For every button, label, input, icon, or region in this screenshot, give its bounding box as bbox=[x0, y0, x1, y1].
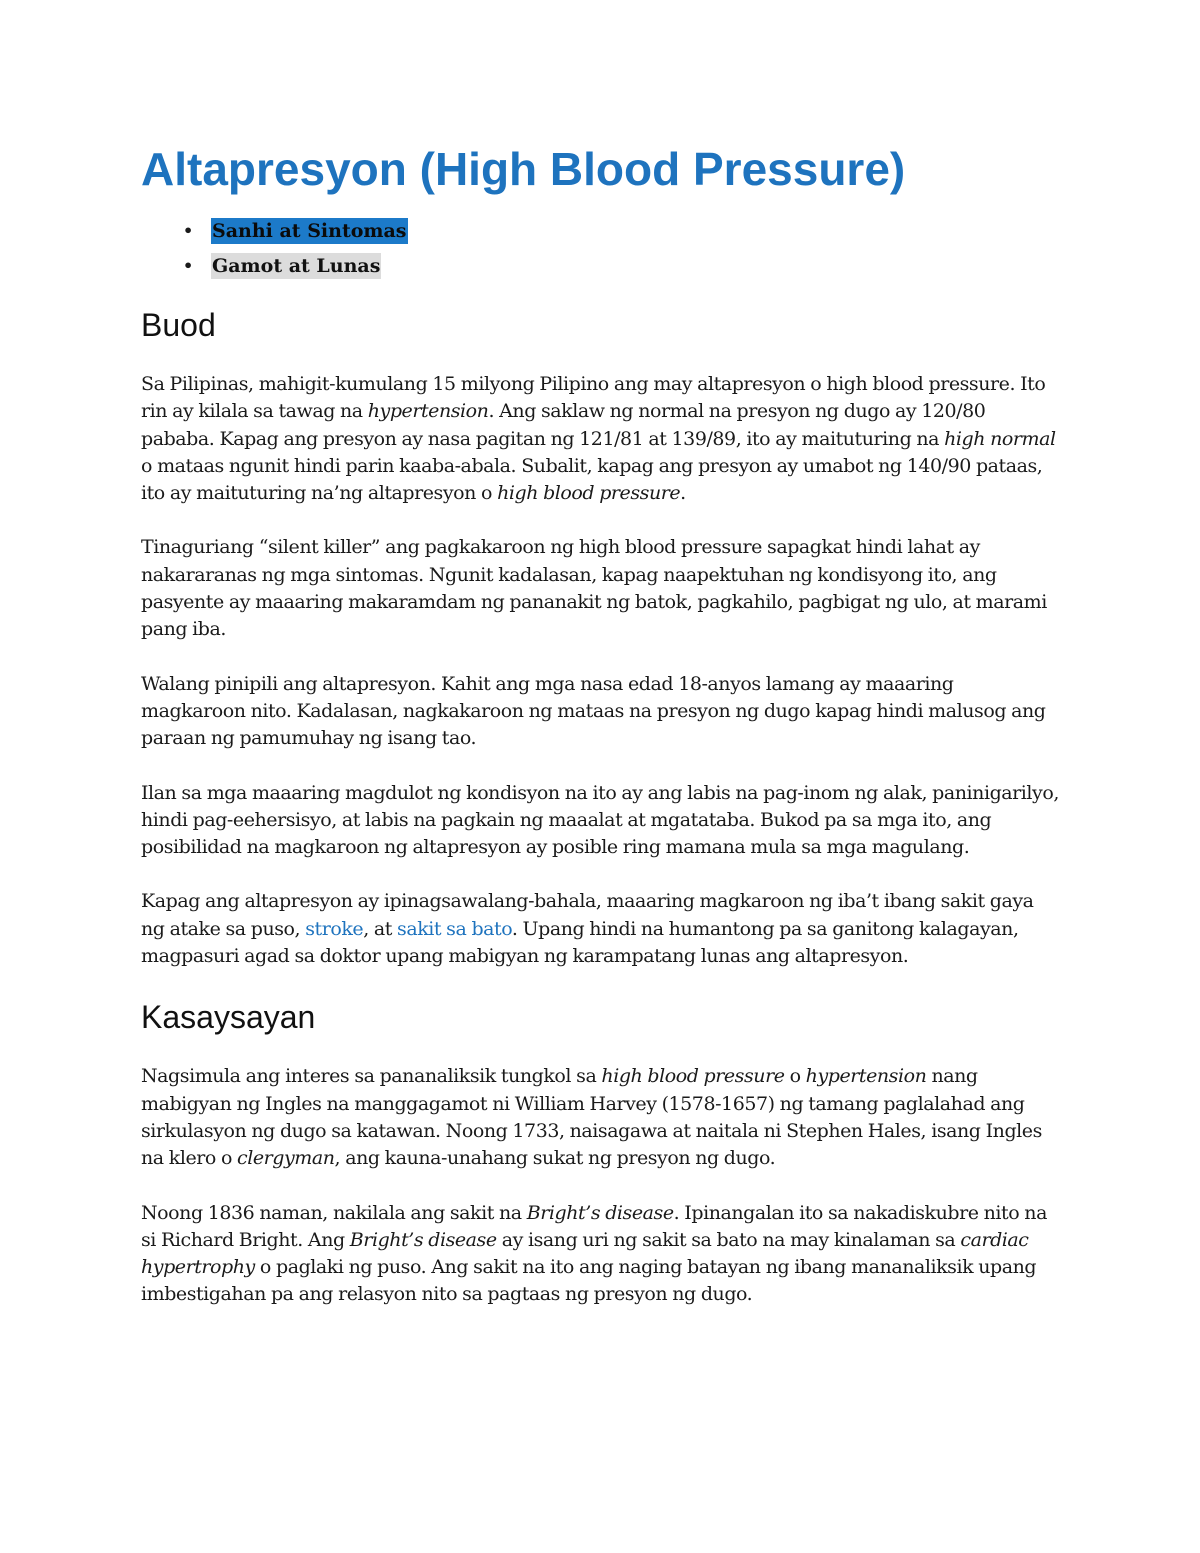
toc-link-gamot-at-lunas[interactable]: Gamot at Lunas bbox=[212, 255, 381, 277]
document-page bbox=[141, 138, 1061, 1336]
text-span: . Ipinangalan ito sa nakadiskubre nito na si Richard Bright. Ang bbox=[141, 1201, 1047, 1251]
toc-link-sanhi-at-sintomas[interactable]: Sanhi at Sintomas bbox=[212, 220, 407, 242]
paragraph-buod-1 bbox=[141, 371, 1061, 507]
paragraph-buod-3: Walang pinipili ang altapresyon. Kahit ang mga nasa edad 18-anyos lamang ay maaaring magkaroon nito. Kadalasan, nagkakaroon ng mataas na presyon ng dugo kapag hindi malusog ang paraan ng pamumuhay ng isang tao. bbox=[141, 672, 1046, 750]
italic-term: hypertension bbox=[367, 400, 489, 423]
text-span: o paglaki ng puso. Ang sakit na ito ang naging batayan ng ibang mananaliksik upang imbestigahan pa ang relasyon nito sa pagtaas ng presyon ng dugo. bbox=[141, 1256, 1037, 1306]
bullet-icon: • bbox=[183, 221, 194, 240]
text-span: Sa Pilipinas, mahigit-kumulang 15 milyong Pilipino ang may altapresyon o high blood pressure. Ito rin ay kilala sa tawag na bbox=[141, 373, 1046, 423]
italic-term: Bright’s disease bbox=[349, 1228, 497, 1251]
italic-term: high blood pressure bbox=[497, 482, 681, 505]
text-span: Noong 1836 naman, nakilala ang sakit na bbox=[141, 1201, 527, 1224]
paragraph-kasaysayan-1 bbox=[141, 1063, 1061, 1172]
table-of-contents bbox=[141, 213, 1061, 283]
text-span: ay isang uri ng sakit sa bato na may kinalaman sa bbox=[496, 1228, 961, 1251]
paragraph-buod-2: Tinaguriang “silent killer” ang pagkakaroon ng high blood pressure sapagkat hindi lahat ay nakararanas ng mga sintomas. Ngunit kadalasan, kapag naapektuhan ng kondisyong ito, ang pasyente ay maaaring makaramdam ng pananakit ng batok, pagkahilo, pagbigat ng ulo, at marami pang iba. bbox=[141, 536, 1047, 641]
italic-term: hypertension bbox=[805, 1065, 927, 1088]
italic-term: high blood pressure bbox=[601, 1065, 785, 1088]
text-span: . Upang hindi na humantong pa sa ganitong kalagayan, magpasuri agad sa doktor upang mabigyan ng karampatang lunas ang altapresyon. bbox=[141, 917, 1019, 968]
section-heading-buod: Buod bbox=[141, 307, 216, 343]
paragraph-buod-4: Ilan sa mga maaaring magdulot ng kondisyon na ito ay ang labis na pag-inom ng alak, paninigarilyo, hindi pag-eehersisyo, at labis na pagkain ng maaalat at mgatataba. Bukod pa sa mga ito, ang posibilidad na magkaroon ng altapresyon ay posible ring mamana mula sa mga magulang. bbox=[141, 781, 1059, 859]
text-span: o mataas ngunit hindi parin kaaba-abala. Subalit, kapag ang presyon ay umabot ng 140/90 pataas, ito ay maituturing na’ng altapresyon o bbox=[141, 454, 1043, 505]
toc-item-sanhi-at-sintomas[interactable] bbox=[141, 213, 1061, 248]
italic-term: Bright’s disease bbox=[526, 1201, 674, 1224]
paragraph-kasaysayan-2 bbox=[141, 1200, 1061, 1309]
toc-item-gamot-at-lunas[interactable] bbox=[141, 248, 1061, 283]
link-sakit-sa-bato[interactable]: sakit sa bato bbox=[397, 917, 512, 940]
text-span: , at bbox=[363, 917, 398, 940]
italic-term: high normal bbox=[944, 427, 1056, 450]
text-span: nang mabigyan ng Ingles na manggagamot ni William Harvey (1578-1657) ng tamang paglalahad ang sirkulasyon ng dugo sa katawan. Noong 1733, naisagawa at naitala ni Stephen Hales, isang Ingles na klero o bbox=[141, 1065, 1042, 1170]
italic-term: cardiac hypertrophy bbox=[141, 1228, 1029, 1279]
text-span: Nagsimula ang interes sa pananaliksik tungkol sa bbox=[141, 1065, 602, 1088]
text-span: Kapag ang altapresyon ay ipinagsawalang-bahala, maaaring magkaroon ng iba’t ibang sakit gaya ng atake sa puso, bbox=[141, 890, 1034, 940]
text-span: , ang kauna-unahang sukat ng presyon ng dugo. bbox=[334, 1147, 776, 1170]
paragraph-buod-5 bbox=[141, 888, 1061, 970]
italic-term: clergyman bbox=[237, 1147, 335, 1170]
page-title: Altapresyon (High Blood Pressure) bbox=[141, 143, 906, 195]
link-stroke[interactable]: stroke bbox=[305, 917, 364, 940]
bullet-icon: • bbox=[183, 256, 194, 275]
section-heading-kasaysayan: Kasaysayan bbox=[141, 999, 316, 1036]
text-span: . Ang saklaw ng normal na presyon ng dugo ay 120/80 pababa. Kapag ang presyon ay nasa pagitan ng 121/81 at 139/89, ito ay maituturing na bbox=[141, 400, 986, 450]
text-span: o bbox=[784, 1065, 806, 1088]
text-span: . bbox=[680, 482, 686, 505]
